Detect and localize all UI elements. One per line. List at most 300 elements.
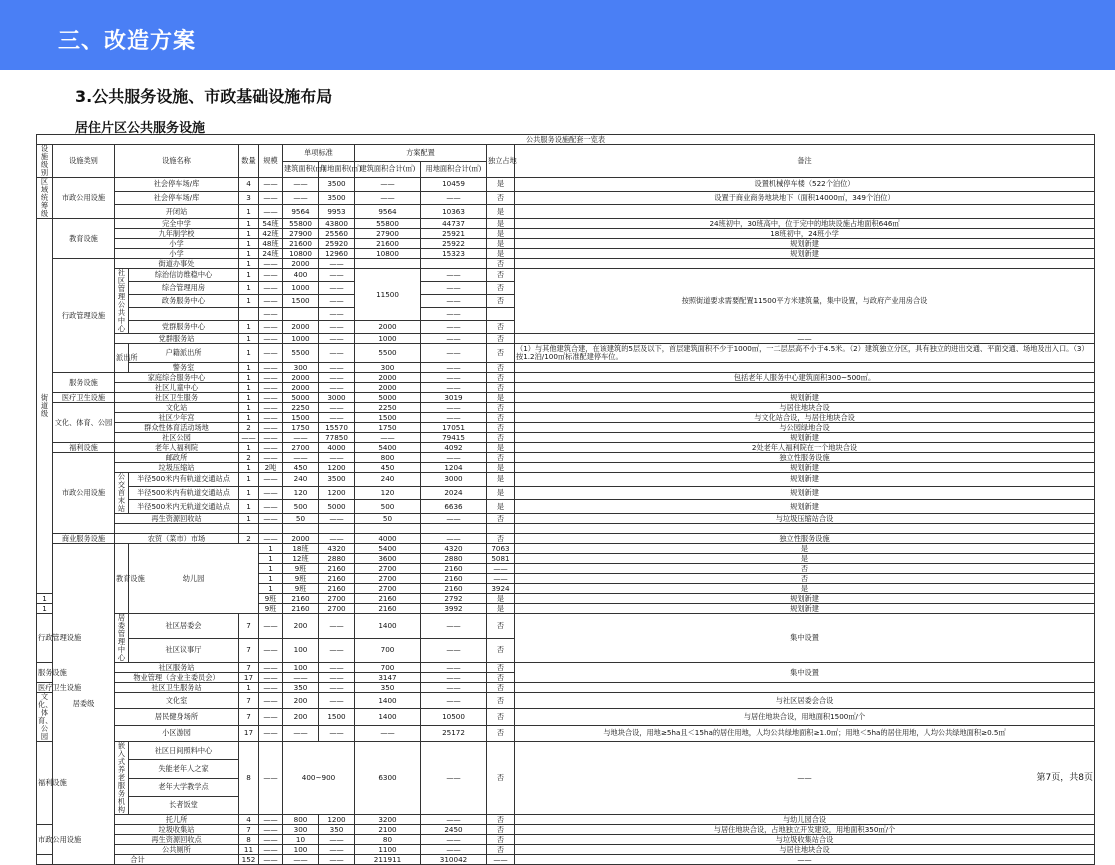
ind-cell: 否 (487, 845, 515, 855)
plan-land-cell: 2024 (421, 486, 487, 500)
table-row (37, 269, 1095, 282)
dash-cell: —— (515, 855, 1095, 865)
table-row (37, 393, 1095, 403)
table-row (37, 403, 1095, 413)
dash-cell: —— (319, 413, 355, 423)
name-cell: 垃圾压缩站 (115, 463, 239, 473)
dash-cell: —— (421, 295, 487, 308)
dash-cell: —— (421, 534, 487, 544)
dash-cell: —— (259, 413, 283, 423)
col-header-plan-build: 建筑面积合计(㎡) (355, 161, 421, 178)
plan-land-cell: 17051 (421, 423, 487, 433)
ind-cell: 否 (487, 693, 515, 709)
dash-cell: —— (421, 742, 487, 815)
note-cell: 规划新建 (515, 594, 1095, 604)
dash-cell: —— (259, 514, 283, 524)
ind-cell: 否 (487, 683, 515, 693)
dash-cell: —— (319, 693, 355, 709)
qty-cell: 1 (239, 383, 259, 393)
dash-cell: —— (259, 638, 283, 663)
name-cell: 物业管理（含业主委员会） (115, 673, 239, 683)
note-cell: 24班初中，30班高中，位于完中的地块设施占地面积646㎡ (515, 219, 1095, 229)
ind-cell: 是 (487, 500, 515, 514)
note-cell: 与居住地块合设 (515, 845, 1095, 855)
note-cell: 规划新建 (515, 433, 1095, 443)
plan-land-cell: 10459 (421, 178, 487, 192)
note-cell: 设置机械停车楼（522个泊位） (515, 178, 1095, 192)
unit-build-cell (283, 524, 319, 534)
dash-cell (421, 524, 487, 534)
qty-cell: 1 (37, 604, 53, 614)
dash-cell: —— (259, 742, 283, 815)
dash-cell: —— (319, 835, 355, 845)
dash-cell: —— (355, 191, 421, 205)
qty-cell (239, 308, 259, 321)
facility-table-wrapper (36, 134, 1094, 865)
note-cell: 集中设置 (515, 614, 1095, 663)
qty-cell: 7 (239, 825, 259, 835)
dash-cell: —— (319, 282, 355, 295)
note-cell: 规划新建 (515, 486, 1095, 500)
page-title: 三、改造方案 (58, 29, 197, 54)
name-cell: 邮政所 (115, 453, 239, 463)
category-cell: 商业服务设施 (53, 534, 115, 544)
unit-land-cell: 2700 (355, 584, 421, 594)
dash-cell: —— (421, 321, 487, 334)
plan-build-cell: 80 (355, 835, 421, 845)
unit-build-cell (283, 308, 319, 321)
level-cell: 街道级 (37, 219, 53, 594)
unit-land-cell: 1200 (319, 486, 355, 500)
dash-cell: —— (421, 191, 487, 205)
category-cell: 行政管理设施 (37, 614, 53, 663)
ind-cell: 否 (487, 835, 515, 845)
dash-cell: —— (259, 614, 283, 639)
dash-cell: —— (421, 334, 487, 344)
table-row (37, 453, 1095, 463)
plan-build-cell: 55800 (355, 219, 421, 229)
col-header-plan-land: 用地面积合计(㎡) (421, 161, 487, 178)
unit-build-cell: 300 (283, 363, 319, 373)
table-row (37, 500, 1095, 514)
unit-build-cell: 2000 (283, 373, 319, 383)
name-cell: 文化室 (115, 693, 239, 709)
name-cell: 失能老年人之家 (129, 760, 239, 778)
dash-cell: —— (283, 855, 319, 865)
dash-cell: —— (355, 433, 421, 443)
unit-build-cell: 400 (283, 269, 319, 282)
note-cell: 与垃圾收集站合设 (515, 835, 1095, 845)
ind-cell: 是 (487, 219, 515, 229)
note-cell: 规划新建 (515, 463, 1095, 473)
plan-build-cell: 10800 (355, 249, 421, 259)
dash-cell: —— (259, 835, 283, 845)
unit-land-cell: 3600 (355, 554, 421, 564)
plan-build-cell: 27900 (355, 229, 421, 239)
dash-cell: —— (259, 473, 283, 487)
note-cell (515, 259, 1095, 269)
qty-cell: 1 (239, 473, 259, 487)
scale-cell: 9班 (283, 564, 319, 574)
table-row (37, 815, 1095, 825)
page-number: 第7页，共8页 (1036, 773, 1093, 783)
dash-cell: —— (319, 534, 355, 544)
note-cell: 规划新建 (515, 500, 1095, 514)
qty-cell: 1 (239, 403, 259, 413)
name-cell: 老年人福利院 (115, 443, 239, 453)
ind-cell (487, 308, 515, 321)
dash-cell: —— (421, 663, 487, 673)
dash-cell: —— (421, 269, 487, 282)
category-cell: 市政公用设施 (53, 453, 115, 534)
dash-cell: —— (421, 815, 487, 825)
scale-cell: 9班 (283, 574, 319, 584)
ind-cell: 是 (487, 594, 515, 604)
table-row (37, 178, 1095, 192)
unit-build-cell: 5000 (283, 393, 319, 403)
qty-cell: 1 (239, 269, 259, 282)
plan-build-cell: 120 (355, 486, 421, 500)
qty-cell: 1 (239, 219, 259, 229)
qty-cell: 7 (239, 663, 259, 673)
plan-land-cell: 25172 (421, 725, 487, 741)
plan-land-cell: 4092 (421, 443, 487, 453)
category-cell: 福利设施 (53, 443, 115, 453)
scale-cell: 9班 (259, 594, 283, 604)
qty-cell: 1 (239, 683, 259, 693)
table-row (37, 249, 1095, 259)
unit-land-cell: 2700 (319, 604, 355, 614)
dash-cell: —— (283, 191, 319, 205)
plan-build-cell: 700 (355, 638, 421, 663)
dash-cell: —— (259, 282, 283, 295)
name-cell: 综治信访维稳中心 (129, 269, 239, 282)
qty-cell: 1 (259, 544, 283, 554)
unit-land-cell: 12960 (319, 249, 355, 259)
unit-build-cell: 100 (283, 638, 319, 663)
table-row (37, 524, 1095, 534)
dash-cell: —— (421, 638, 487, 663)
plan-build-cell: 450 (355, 463, 421, 473)
table-row (37, 463, 1095, 473)
table-row (37, 334, 1095, 344)
unit-land-cell: 9953 (319, 205, 355, 219)
table-caption: 居住片区公共服务设施 (75, 121, 206, 136)
dash-cell: —— (319, 638, 355, 663)
unit-build-cell: 1000 (283, 334, 319, 344)
table-row (37, 239, 1095, 249)
plan-land-cell: 5081 (487, 554, 515, 564)
qty-cell: 1 (239, 486, 259, 500)
unit-build-cell: 2700 (283, 443, 319, 453)
qty-cell: 1 (239, 344, 259, 363)
dash-cell: —— (283, 725, 319, 741)
table-row (37, 845, 1095, 855)
dash-cell: —— (421, 514, 487, 524)
table-row (37, 473, 1095, 487)
plan-build-cell: 2160 (355, 604, 421, 614)
qty-cell: 1 (259, 574, 283, 584)
ind-cell: 是 (487, 178, 515, 192)
total-plan-build: 211911 (355, 855, 421, 865)
col-header-plan: 方案配置 (355, 145, 487, 162)
category-cell: 福利设施 (37, 742, 53, 825)
plan-land-cell: 10363 (421, 205, 487, 219)
qty-cell: 2 (239, 453, 259, 463)
plan-land-cell: 3019 (421, 393, 487, 403)
note-cell (515, 205, 1095, 219)
note-cell: 规划新建 (515, 604, 1095, 614)
qty-cell: 1 (239, 373, 259, 383)
plan-land-cell: 15323 (421, 249, 487, 259)
col-header-unit-std: 单项标准 (283, 145, 355, 162)
name-cell: 社会停车场/库 (115, 178, 239, 192)
note-cell: 集中设置 (515, 663, 1095, 683)
ind-cell: 否 (487, 725, 515, 741)
table-row (37, 534, 1095, 544)
plan-build-cell: 300 (355, 363, 421, 373)
unit-build-cell: 2250 (283, 403, 319, 413)
dash-cell: —— (421, 373, 487, 383)
note-cell (515, 383, 1095, 393)
plan-build-cell: 5000 (355, 393, 421, 403)
ind-cell: 是 (487, 463, 515, 473)
total-plan-land: 310042 (421, 855, 487, 865)
name-cell: 街道办事处 (115, 259, 239, 269)
table-row (37, 825, 1095, 835)
unit-build-cell: 2160 (283, 594, 319, 604)
dash-cell: —— (259, 259, 283, 269)
plan-build-cell: 11500 (355, 269, 421, 321)
name-cell: 党群服务中心 (129, 321, 239, 334)
name-cell: 长者饭堂 (129, 796, 239, 814)
table-row (37, 344, 1095, 363)
dash-cell: —— (259, 321, 283, 334)
qty-cell: 1 (239, 229, 259, 239)
plan-land-cell: 79415 (421, 433, 487, 443)
plan-build-cell: 4320 (421, 544, 487, 554)
name-cell: 九年制学校 (115, 229, 239, 239)
dash-cell: —— (421, 308, 487, 321)
col-header-category: 设施类别 (53, 145, 115, 178)
dash-cell: —— (283, 453, 319, 463)
dash-cell: —— (259, 269, 283, 282)
name-cell: 政务服务中心 (129, 295, 239, 308)
dash-cell: —— (319, 855, 355, 865)
sub-category-cell: 嵌入式养老服务机构 (115, 742, 129, 815)
unit-build-cell: 300 (283, 825, 319, 835)
ind-cell: 否 (487, 413, 515, 423)
plan-build-cell: 240 (355, 473, 421, 487)
name-cell: 社区日间照料中心 (129, 742, 239, 760)
plan-build-cell: 3147 (355, 673, 421, 683)
unit-build-cell: 120 (283, 486, 319, 500)
ind-cell: 否 (515, 574, 1095, 584)
scale-cell: 42班 (259, 229, 283, 239)
ind-cell: 是 (487, 239, 515, 249)
unit-build-cell: 10800 (283, 249, 319, 259)
plan-land-cell: 3992 (421, 604, 487, 614)
dash-cell: —— (421, 845, 487, 855)
name-cell: 户籍派出所 (129, 344, 239, 363)
plan-land-cell: 7063 (487, 544, 515, 554)
table-row (37, 725, 1095, 741)
ind-cell: 否 (487, 373, 515, 383)
ind-cell (487, 524, 515, 534)
ind-cell: 是 (515, 584, 1095, 594)
table-row (37, 383, 1095, 393)
total-row (37, 855, 1095, 865)
table-row (37, 413, 1095, 423)
dash-cell: —— (421, 835, 487, 845)
scale-cell: 12班 (283, 554, 319, 564)
dash-cell: —— (259, 344, 283, 363)
category-cell: 文化、体育、公园 (38, 692, 53, 741)
table-row (37, 219, 1095, 229)
name-cell: 再生资源回收点 (115, 835, 239, 845)
qty-cell: 17 (239, 673, 259, 683)
dash-cell: —— (421, 383, 487, 393)
dash-cell: —— (259, 205, 283, 219)
unit-land-cell: 77850 (319, 433, 355, 443)
dash-cell: —— (319, 683, 355, 693)
dash-cell: —— (259, 825, 283, 835)
plan-build-cell: 1500 (355, 413, 421, 423)
dash-cell: —— (259, 373, 283, 383)
name-cell: 半径500米内无轨道交通站点 (129, 500, 239, 514)
unit-build-cell: 1500 (283, 295, 319, 308)
dash-cell (259, 524, 283, 534)
ind-cell: 是 (487, 249, 515, 259)
dash-cell: —— (319, 334, 355, 344)
plan-build-cell: 4000 (355, 534, 421, 544)
dash-cell: —— (259, 845, 283, 855)
section-title: 3.公共服务设施、市政基础设施布局 (75, 87, 333, 106)
qty-cell: 1 (37, 594, 53, 604)
plan-land-cell: 10500 (421, 709, 487, 725)
qty-cell: 1 (239, 321, 259, 334)
note-cell: 与地块合设，用地≥5ha且＜15ha的居住用地，人均公共绿地面积≥1.0㎡；用地＜5ha的居住用地，人均公共绿地面积≥0.5㎡ (515, 725, 1095, 741)
qty-cell: 1 (239, 259, 259, 269)
category-cell: 市政公用设施 (37, 825, 53, 855)
note-cell: 规划新建 (515, 393, 1095, 403)
unit-build-cell: 200 (283, 709, 319, 725)
sub-category-cell: 派出所 (115, 344, 129, 373)
dash-cell: —— (239, 433, 259, 443)
dash-cell: —— (319, 453, 355, 463)
dash-cell: —— (421, 683, 487, 693)
name-cell: 社区服务站 (115, 663, 239, 673)
qty-cell: 3 (239, 191, 259, 205)
unit-build-cell: 27900 (283, 229, 319, 239)
plan-land-cell: 3000 (421, 473, 487, 487)
scale-cell: 24班 (259, 249, 283, 259)
plan-build-cell: 5500 (355, 344, 421, 363)
dash-cell: —— (319, 514, 355, 524)
dash-cell: —— (319, 344, 355, 363)
dash-cell: —— (283, 433, 319, 443)
category-cell: 教育设施 (115, 544, 129, 614)
unit-land-cell: 43800 (319, 219, 355, 229)
dash-cell: —— (259, 663, 283, 673)
unit-build-cell: 200 (283, 693, 319, 709)
dash-cell: —— (319, 321, 355, 334)
col-header-note: 备注 (515, 145, 1095, 178)
level-cell: 居委级 (53, 544, 115, 865)
plan-build-cell: 2160 (421, 574, 487, 584)
dash-cell: —— (319, 845, 355, 855)
note-cell: 设置于商业商务地块地下（面积14000㎡，349个泊位） (515, 191, 1095, 205)
name-cell: 老年大学教学点 (129, 778, 239, 796)
unit-build-cell: 400~900 (283, 742, 355, 815)
name-cell: 社会停车场/库 (115, 191, 239, 205)
category-cell: 服务设施 (53, 373, 115, 393)
dash-cell: —— (319, 383, 355, 393)
note-cell: —— (515, 742, 1095, 815)
note-cell (515, 363, 1095, 373)
category-cell: 医疗卫生设施 (53, 393, 115, 403)
total-label: 合计 (37, 855, 239, 865)
ind-cell: 是 (487, 393, 515, 403)
name-cell: 文化站 (115, 403, 239, 413)
dash-cell: —— (259, 363, 283, 373)
ind-cell: 否 (487, 383, 515, 393)
ind-cell: 是 (487, 486, 515, 500)
dash-cell: —— (319, 308, 355, 321)
qty-cell: 1 (239, 334, 259, 344)
note-cell: 与文化站合设，与居住地块合设 (515, 413, 1095, 423)
dash-cell: —— (259, 725, 283, 741)
unit-land-cell: 2700 (355, 574, 421, 584)
plan-build-cell: 2000 (355, 321, 421, 334)
plan-land-cell: 25922 (421, 239, 487, 249)
ind-cell: 否 (487, 321, 515, 334)
scale-cell: 9班 (283, 584, 319, 594)
unit-build-cell: 240 (283, 473, 319, 487)
ind-cell: 否 (487, 663, 515, 673)
name-cell: 社区公园 (115, 433, 239, 443)
ind-cell: 否 (487, 742, 515, 815)
table-row (37, 433, 1095, 443)
note-cell: 规划新建 (515, 249, 1095, 259)
unit-build-cell: 100 (283, 663, 319, 673)
name-cell: 农贸（菜市）市场 (115, 534, 239, 544)
table-title: 公共服务设施配套一览表 (37, 135, 1095, 145)
name-cell: 社区少年宫 (115, 413, 239, 423)
col-header-independent: 独立占地 (487, 145, 515, 178)
qty-cell: 1 (239, 463, 259, 473)
sub-category-cell: 居委管理中心 (115, 614, 129, 663)
unit-land-cell: 3000 (319, 393, 355, 403)
unit-land-cell: 25560 (319, 229, 355, 239)
dash-cell: —— (259, 308, 283, 321)
table-row (37, 683, 1095, 693)
dash-cell: —— (487, 564, 515, 574)
ind-cell: 否 (487, 363, 515, 373)
unit-build-cell: 2000 (283, 321, 319, 334)
plan-build-cell: 700 (355, 663, 421, 673)
name-cell: 垃圾收集站 (115, 825, 239, 835)
qty-cell: 2 (239, 423, 259, 433)
dash-cell: —— (319, 614, 355, 639)
dash-cell: —— (259, 815, 283, 825)
dash-cell: —— (421, 413, 487, 423)
unit-build-cell: 2160 (319, 584, 355, 594)
plan-build-cell: 50 (355, 514, 421, 524)
ind-cell: 否 (487, 334, 515, 344)
plan-build-cell: 1400 (355, 693, 421, 709)
note-cell: 与公园绿地合设 (515, 423, 1095, 433)
